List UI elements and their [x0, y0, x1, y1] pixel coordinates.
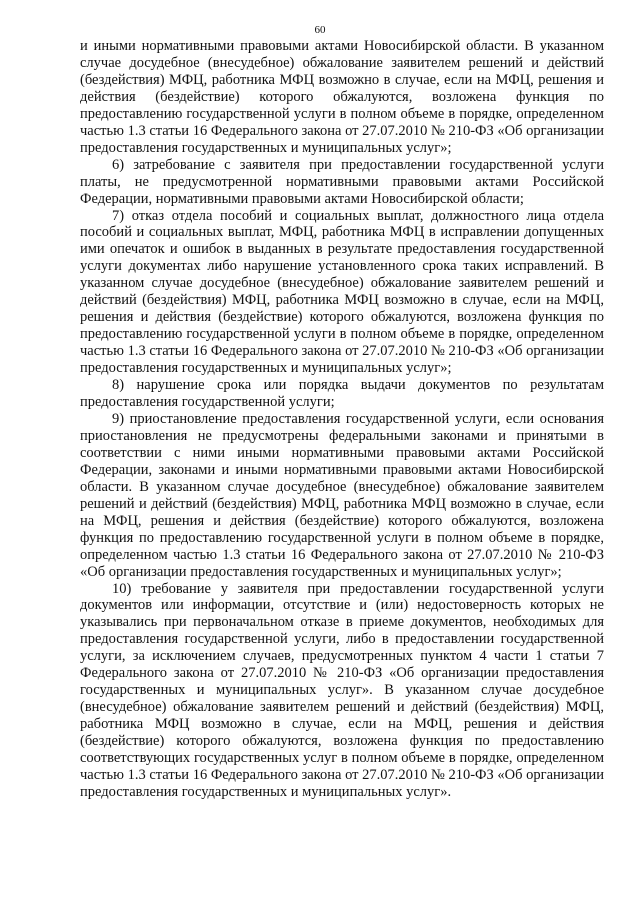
page-number: 60: [314, 24, 326, 36]
paragraph-continuation: и иными нормативными правовыми актами Новосибирской области. В указанном случае досудебное (внесудебное) обжалование заявителем решений и действий (бездействия) МФЦ, работника МФЦ возможно в случае, если на МФЦ, решения и действия (бездействие) которого обжалуются, возложена функция по предоставлению государственной услуги в полном объеме в порядке, определенном частью 1.3 статьи 16 Федерального закона от 27.07.2010 № 210-ФЗ «Об организации предоставления государственных и муниципальных услуг»;: [80, 38, 604, 156]
paragraph-item-9: 9) приостановление предоставления государственной услуги, если основания приостановления не предусмотрены федеральными законами и принятыми в соответствии с ними иными нормативными правовыми актами Российской Федерации, законами и иными нормативными правовыми актами Новосибирской области. В указанном случае досудебное (внесудебное) обжалование заявителем решений и действий (бездействия) МФЦ, работника МФЦ возможно в случае, если на МФЦ, решения и действия (бездействие) которого обжалуются, возложена функция по предоставлению государственной услуги в полном объеме в порядке, определенном частью 1.3 статьи 16 Федерального закона от 27.07.2010 № 210-ФЗ «Об организации предоставления государственных и муниципальных услуг»;: [80, 410, 604, 580]
paragraph-item-7: 7) отказ отдела пособий и социальных выплат, должностного лица отдела пособий и социальных выплат, МФЦ, работника МФЦ в исправлении допущенных ими опечаток и ошибок в выданных в результате предоставления государственной услуги документах либо нарушение установленного срока таких исправлений. В указанном случае досудебное (внесудебное) обжалование заявителем решений и действий (бездействия) МФЦ, работника МФЦ возможно в случае, если на МФЦ, решения и действия (бездействие) которого обжалуются, возложена функция по предоставлению государственной услуги в полном объеме в порядке, определенном частью 1.3 статьи 16 Федерального закона от 27.07.2010 № 210-ФЗ «Об организации предоставления государственных и муниципальных услуг»;: [80, 207, 604, 377]
paragraph-item-8: 8) нарушение срока или порядка выдачи документов по результатам предоставления государственной услуги;: [80, 377, 604, 411]
document-body: [80, 38, 604, 801]
paragraph-item-10: 10) требование у заявителя при предоставлении государственной услуги документов или информации, отсутствие и (или) недостоверность которых не указывались при первоначальном отказе в приеме документов, необходимых для предоставления государственной услуги, либо в предоставлении государственной услуги, за исключением случаев, предусмотренных пунктом 4 части 1 статьи 7 Федерального закона от 27.07.2010 № 210-ФЗ «Об организации предоставления государственных и муниципальных услуг». В указанном случае досудебное (внесудебное) обжалование заявителем решений и действий (бездействия) МФЦ, работника МФЦ возможно в случае, если на МФЦ, решения и действия (бездействие) которого обжалуются, возложена функция по предоставлению соответствующих государственных услуг в полном объеме в порядке, определенном частью 1.3 статьи 16 Федерального закона от 27.07.2010 № 210-ФЗ «Об организации предоставления государственных и муниципальных услуг».: [80, 580, 604, 800]
paragraph-item-6: 6) затребование с заявителя при предоставлении государственной услуги платы, не предусмотренной нормативными правовыми актами Российской Федерации, нормативными правовыми актами Новосибирской области;: [80, 156, 604, 207]
